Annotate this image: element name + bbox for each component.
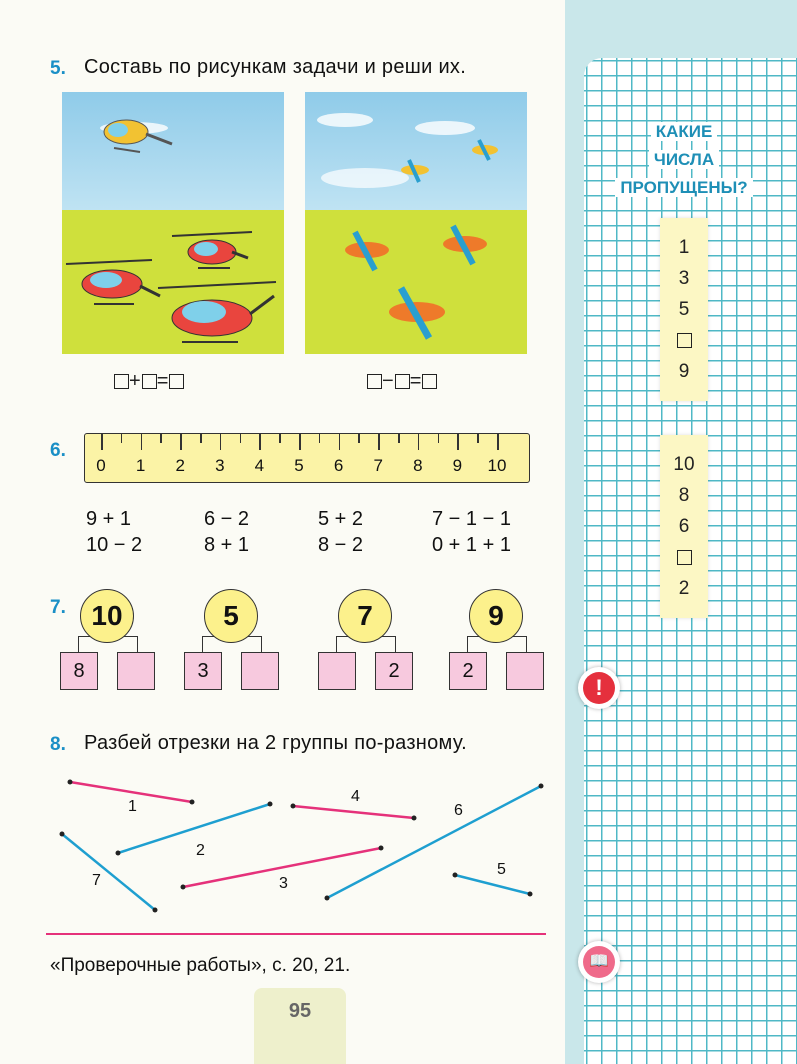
sequence-number: 6 bbox=[678, 516, 690, 537]
sequence-number: 10 bbox=[673, 454, 695, 475]
ruler-tick bbox=[477, 434, 479, 443]
part-box bbox=[506, 652, 544, 690]
whole-number-circle: 10 bbox=[80, 589, 134, 643]
segment-label: 5 bbox=[497, 861, 506, 878]
ruler-tick bbox=[220, 434, 222, 450]
helicopter-icon bbox=[172, 232, 252, 268]
ruler-tick bbox=[398, 434, 400, 443]
helicopter-icon bbox=[158, 282, 276, 342]
sequence-card bbox=[660, 435, 708, 618]
exclamation-icon: ! bbox=[583, 672, 615, 704]
whole-number-circle: 5 bbox=[204, 589, 258, 643]
ruler-tick bbox=[378, 434, 380, 450]
helicopter-icon bbox=[100, 120, 172, 152]
segment-label: 4 bbox=[351, 788, 360, 805]
book-icon: 📖 bbox=[583, 946, 615, 978]
sequence-number: 3 bbox=[678, 268, 690, 289]
segment-4 bbox=[293, 806, 414, 818]
ruler-label: 3 bbox=[215, 456, 225, 475]
part-box: 8 bbox=[60, 652, 98, 690]
airplane-icon bbox=[443, 226, 487, 264]
sidebar-title: КАКИЕ ЧИСЛА ПРОПУЩЕНЫ? bbox=[604, 118, 764, 202]
part-box bbox=[318, 652, 356, 690]
ruler-label: 7 bbox=[373, 456, 383, 475]
ruler-tick bbox=[160, 434, 162, 443]
ruler-tick bbox=[180, 434, 182, 450]
ruler-label: 9 bbox=[452, 456, 463, 475]
divider bbox=[46, 933, 546, 935]
helicopters-picture bbox=[62, 92, 284, 354]
segment-label: 1 bbox=[128, 798, 137, 815]
expression-column: 9 + 1 10 − 2 bbox=[86, 508, 143, 556]
ruler-tick bbox=[438, 434, 440, 443]
whole-number-circle: 7 bbox=[338, 589, 392, 643]
ruler-label: 4 bbox=[254, 456, 265, 475]
page-number: 95 bbox=[254, 988, 346, 1064]
task-5-number: 5. bbox=[50, 58, 66, 79]
airplane-icon bbox=[472, 140, 498, 160]
segment-label: 7 bbox=[92, 872, 101, 889]
sequence-number bbox=[660, 325, 708, 356]
expression-column: 6 − 2 8 + 1 bbox=[204, 508, 250, 556]
whole-number-circle: 9 bbox=[469, 589, 523, 643]
ruler-tick bbox=[259, 434, 261, 450]
equation-right: − = bbox=[367, 370, 437, 393]
task-5-text: Составь по рисункам задачи и реши их. bbox=[84, 56, 467, 78]
segment-2 bbox=[118, 804, 270, 853]
ruler-label: 6 bbox=[333, 456, 344, 475]
ruler-tick bbox=[240, 434, 242, 443]
ruler-label: 1 bbox=[135, 456, 146, 475]
ruler-tick bbox=[497, 434, 499, 450]
equation-left: + = bbox=[114, 370, 184, 393]
task-6-number: 6. bbox=[50, 440, 66, 461]
attention-badge bbox=[578, 667, 620, 709]
ruler-tick bbox=[101, 434, 103, 450]
footer-reference: «Проверочные работы», с. 20, 21. bbox=[50, 955, 351, 976]
expression-column: 7 − 1 − 1 0 + 1 + 1 bbox=[432, 508, 511, 556]
task-8-text: Разбей отрезки на 2 группы по-разному. bbox=[84, 732, 467, 754]
number-ruler bbox=[84, 433, 530, 483]
part-box bbox=[117, 652, 155, 690]
airplane-icon bbox=[345, 232, 389, 270]
sequence-number: 9 bbox=[678, 361, 690, 382]
ruler-label: 2 bbox=[175, 456, 185, 475]
sequence-card bbox=[660, 218, 708, 401]
sequence-number: 2 bbox=[678, 578, 690, 599]
ruler-tick bbox=[457, 434, 459, 450]
ruler-tick bbox=[319, 434, 321, 443]
ruler-label: 8 bbox=[413, 456, 423, 475]
expression-column: 5 + 2 8 − 2 bbox=[318, 508, 364, 556]
ruler-tick bbox=[279, 434, 281, 443]
sequence-number: 1 bbox=[678, 237, 690, 258]
sequence-number: 8 bbox=[678, 485, 690, 506]
airplanes-picture bbox=[305, 92, 527, 354]
ruler-label: 10 bbox=[487, 456, 507, 475]
part-box bbox=[241, 652, 279, 690]
ruler-tick bbox=[339, 434, 341, 450]
ruler-tick bbox=[121, 434, 123, 443]
airplane-icon bbox=[389, 288, 445, 338]
segments-drawing bbox=[0, 760, 565, 960]
book-badge bbox=[578, 941, 620, 983]
segment-5 bbox=[455, 875, 530, 894]
helicopter-icon bbox=[66, 260, 160, 304]
ruler-tick bbox=[200, 434, 202, 443]
part-box: 2 bbox=[375, 652, 413, 690]
ruler-tick bbox=[299, 434, 301, 450]
task-8-number: 8. bbox=[50, 734, 66, 755]
ruler-label: 0 bbox=[96, 456, 106, 475]
ruler-tick bbox=[418, 434, 420, 450]
segment-label: 2 bbox=[196, 842, 205, 859]
ruler-tick bbox=[358, 434, 360, 443]
part-box: 2 bbox=[449, 652, 487, 690]
segment-label: 3 bbox=[279, 875, 288, 892]
sequence-number bbox=[660, 542, 708, 573]
task-7-number: 7. bbox=[50, 597, 66, 618]
segment-label: 6 bbox=[454, 802, 463, 819]
sequence-number: 5 bbox=[678, 299, 690, 320]
ruler-label: 5 bbox=[294, 456, 304, 475]
ruler-tick bbox=[141, 434, 143, 450]
part-box: 3 bbox=[184, 652, 222, 690]
